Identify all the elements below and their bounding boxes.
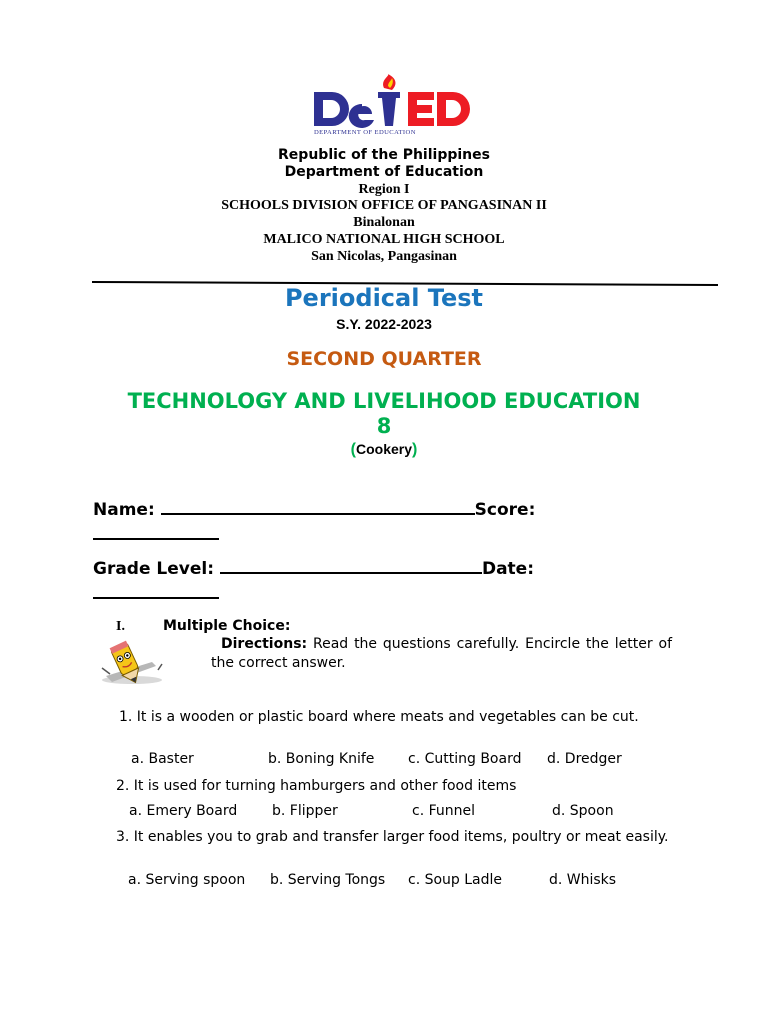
pencil-mascot-icon	[98, 640, 168, 688]
date-blank[interactable]	[93, 583, 219, 599]
section-title: Multiple Choice:	[163, 618, 291, 634]
quarter-label: SECOND QUARTER	[286, 348, 482, 370]
score-label: Score:	[474, 500, 536, 520]
grade-level-label: Grade Level:	[93, 559, 215, 579]
question-2: 2. It is used for turning hamburgers and other food items	[116, 778, 517, 794]
q1-choice-a[interactable]: a. Baster	[131, 751, 194, 767]
header-address: San Nicolas, Pangasinan	[311, 249, 457, 264]
deped-logo	[312, 74, 474, 138]
header-municipality: Binalonan	[353, 215, 415, 230]
name-blank[interactable]	[161, 499, 475, 515]
question-1: 1. It is a wooden or plastic board where meats and vegetables can be cut.	[119, 709, 639, 725]
directions	[211, 635, 672, 673]
test-title: Periodical Test	[284, 284, 484, 312]
subject-title	[0, 389, 768, 439]
section-number: I.	[116, 619, 125, 634]
logo-caption: DEPARTMENT OF EDUCATION	[314, 129, 416, 136]
header-divider	[92, 271, 718, 277]
open-paren: (	[350, 441, 356, 458]
question-3	[116, 828, 672, 846]
header-department: Department of Education	[284, 164, 484, 180]
directions-text: Read the questions carefully. Encircle the letter of the correct answer.	[211, 636, 672, 671]
header-republic: Republic of the Philippines	[278, 147, 490, 163]
q2-choice-b[interactable]: b. Flipper	[272, 803, 338, 819]
close-paren: )	[412, 441, 418, 458]
header-school: MALICO NATIONAL HIGH SCHOOL	[263, 232, 505, 247]
date-label: Date:	[481, 559, 534, 579]
header-division: SCHOOLS DIVISION OFFICE OF PANGASINAN II	[221, 198, 547, 213]
q3-choice-b[interactable]: b. Serving Tongs	[270, 872, 386, 888]
q2-choice-c[interactable]: c. Funnel	[412, 803, 476, 819]
q1-choice-b[interactable]: b. Boning Knife	[268, 751, 375, 767]
q3-choice-d[interactable]: d. Whisks	[549, 872, 617, 888]
q1-choice-c[interactable]: c. Cutting Board	[408, 751, 522, 767]
q3-choice-a[interactable]: a. Serving spoon	[128, 872, 246, 888]
q1-choice-d[interactable]: d. Dredger	[547, 751, 622, 767]
name-label: Name:	[93, 500, 155, 520]
q2-choice-d[interactable]: d. Spoon	[552, 803, 614, 819]
specialization	[0, 441, 768, 459]
header-region: Region I	[358, 182, 410, 197]
q2-choice-a[interactable]: a. Emery Board	[129, 803, 238, 819]
school-year: S.Y. 2022-2023	[336, 316, 432, 332]
directions-label: Directions:	[221, 636, 308, 652]
question-3-text: 3. It enables you to grab and transfer larger food items, poultry or meat easily.	[116, 829, 669, 845]
grade-level-blank[interactable]	[220, 558, 482, 574]
score-blank[interactable]	[93, 524, 219, 540]
specialization-label: Cookery	[355, 441, 413, 457]
name-score-row	[93, 499, 535, 520]
q3-choice-c[interactable]: c. Soup Ladle	[408, 872, 503, 888]
subject-line-1: TECHNOLOGY AND LIVELIHOOD EDUCATION	[127, 389, 641, 413]
grade-date-row	[93, 558, 534, 579]
subject-line-2: 8	[376, 414, 392, 438]
